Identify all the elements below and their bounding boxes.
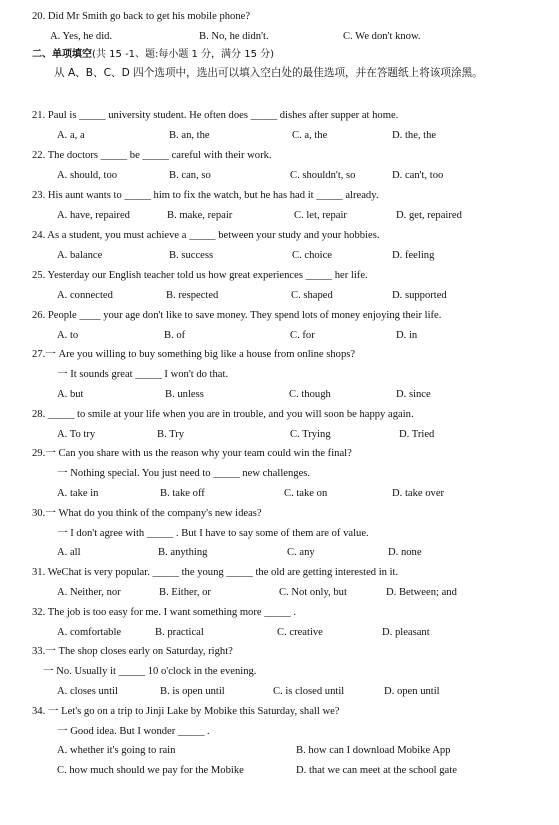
- q21-option-a: A. a, a: [57, 130, 85, 141]
- q33-option-b: B. is open until: [160, 686, 225, 697]
- question-30-reply: 一 I don't agree with _____ . But I have to say some of them are of value.: [57, 528, 369, 539]
- q23-option-c: C. let, repair: [294, 210, 347, 221]
- question-22-stem: 22. The doctors _____ be _____ careful with their work.: [32, 150, 272, 161]
- q31-option-b: B. Either, or: [159, 587, 211, 598]
- q32-option-a: A. comfortable: [57, 627, 122, 638]
- q27-option-c: C. though: [289, 389, 331, 400]
- q26-option-b: B. of: [164, 330, 186, 341]
- section-title: 二、单项填空: [32, 49, 92, 60]
- q34-option-d: D. that we can meet at the school gate: [296, 765, 457, 776]
- q20-option-c: C. We don't know.: [343, 31, 421, 42]
- q32-option-c: C. creative: [277, 627, 323, 638]
- q34-option-c: C. how much should we pay for the Mobike: [57, 765, 244, 776]
- q25-option-b: B. respected: [166, 290, 219, 301]
- q21-option-d: D. the, the: [392, 130, 437, 141]
- q25-option-a: A. connected: [57, 290, 113, 301]
- question-20-stem: 20. Did Mr Smith go back to get his mobile phone?: [32, 11, 251, 22]
- q31-option-a: A. Neither, nor: [57, 587, 121, 598]
- q26-option-a: A. to: [57, 330, 79, 341]
- q34-option-b: B. how can I download Mobike App: [296, 745, 451, 756]
- q32-option-d: D. pleasant: [382, 627, 430, 638]
- q27-option-d: D. since: [396, 389, 431, 400]
- q28-option-d: D. Tried: [399, 429, 435, 440]
- question-29-stem: 29.一 Can you share with us the reason why your team could win the final?: [32, 448, 352, 459]
- question-27-reply: 一 It sounds great _____ I won't do that.: [57, 369, 229, 380]
- q25-option-d: D. supported: [392, 290, 447, 301]
- q22-option-b: B. can, so: [169, 170, 211, 181]
- q20-option-b: B. No, he didn't.: [199, 31, 269, 42]
- section-note: (共 15 -1、题:每小题 1 分，满分 15 分): [92, 49, 275, 60]
- q22-option-d: D. can't, too: [392, 170, 444, 181]
- question-31-stem: 31. WeChat is very popular. _____ the young _____ the old are getting interested in it.: [32, 567, 399, 578]
- q26-option-c: C. for: [290, 330, 315, 341]
- question-29-reply: 一 Nothing special. You just need to _____ new challenges.: [57, 468, 311, 479]
- question-28-stem: 28. _____ to smile at your life when you are in trouble, and you will soon be happy again.: [32, 409, 414, 420]
- q21-option-b: B. an, the: [169, 130, 210, 141]
- q26-option-d: D. in: [396, 330, 418, 341]
- q23-option-a: A. have, repaired: [57, 210, 130, 221]
- q28-option-b: B. Try: [157, 429, 185, 440]
- q22-option-a: A. should, too: [57, 170, 118, 181]
- q30-option-b: B. anything: [158, 547, 208, 558]
- question-33-stem: 33.一 The shop closes early on Saturday, right?: [32, 646, 233, 657]
- q29-option-a: A. take in: [57, 488, 99, 499]
- question-21-stem: 21. Paul is _____ university student. He often does _____ dishes after supper at home.: [32, 110, 399, 121]
- q24-option-a: A. balance: [57, 250, 103, 261]
- q29-option-c: C. take on: [284, 488, 328, 499]
- q30-option-a: A. all: [57, 547, 81, 558]
- q33-option-c: C. is closed until: [273, 686, 345, 697]
- q23-option-d: D. get, repaired: [396, 210, 462, 221]
- q28-option-c: C. Trying: [290, 429, 331, 440]
- q27-option-a: A. but: [57, 389, 84, 400]
- q31-option-c: C. Not only, but: [279, 587, 347, 598]
- q29-option-d: D. take over: [392, 488, 445, 499]
- q31-option-d: D. Between; and: [386, 587, 457, 598]
- q28-option-a: A. To try: [57, 429, 96, 440]
- question-30-stem: 30.一 What do you think of the company's new ideas?: [32, 508, 262, 519]
- question-34-reply: 一 Good idea. But I wonder _____ .: [57, 726, 210, 737]
- q32-option-b: B. practical: [155, 627, 204, 638]
- q29-option-b: B. take off: [160, 488, 205, 499]
- q25-option-c: C. shaped: [291, 290, 333, 301]
- q34-option-a: A. whether it's going to rain: [57, 745, 176, 756]
- q23-option-b: B. make, repair: [167, 210, 233, 221]
- question-24-stem: 24. As a student, you must achieve a _____ between your study and your hobbies.: [32, 230, 380, 241]
- q24-option-d: D. feeling: [392, 250, 435, 261]
- question-32-stem: 32. The job is too easy for me. I want something more _____ .: [32, 607, 297, 618]
- q33-option-d: D. open until: [384, 686, 440, 697]
- question-25-stem: 25. Yesterday our English teacher told us how great experiences _____ her life.: [32, 270, 368, 281]
- section-header: [32, 48, 274, 61]
- question-26-stem: 26. People ____ your age don't like to save money. They spend lots of money enjoying their life.: [32, 310, 442, 321]
- q24-option-b: B. success: [169, 250, 214, 261]
- q30-option-c: C. any: [287, 547, 315, 558]
- question-23-stem: 23. His aunt wants to _____ him to fix the watch, but he has had it _____ already.: [32, 190, 379, 201]
- q24-option-c: C. choice: [292, 250, 333, 261]
- q20-option-a: A. Yes, he did.: [50, 31, 113, 42]
- question-27-stem: 27.一 Are you willing to buy something big like a house from online shops?: [32, 349, 356, 360]
- q33-option-a: A. closes until: [57, 686, 118, 697]
- q30-option-d: D. none: [388, 547, 422, 558]
- q22-option-c: C. shouldn't, so: [290, 170, 356, 181]
- question-33-reply: 一 No. Usually it _____ 10 o'clock in the evening.: [43, 666, 257, 677]
- section-instruction: 从 A、B、C、D 四个选项中，选出可以填入空白处的最佳选项，并在答题纸上将该项涂黑。: [54, 67, 483, 79]
- q21-option-c: C. a, the: [292, 130, 328, 141]
- q27-option-b: B. unless: [165, 389, 204, 400]
- question-34-stem: 34. 一 Let's go on a trip to Jinji Lake by Mobike this Saturday, shall we?: [32, 706, 340, 717]
